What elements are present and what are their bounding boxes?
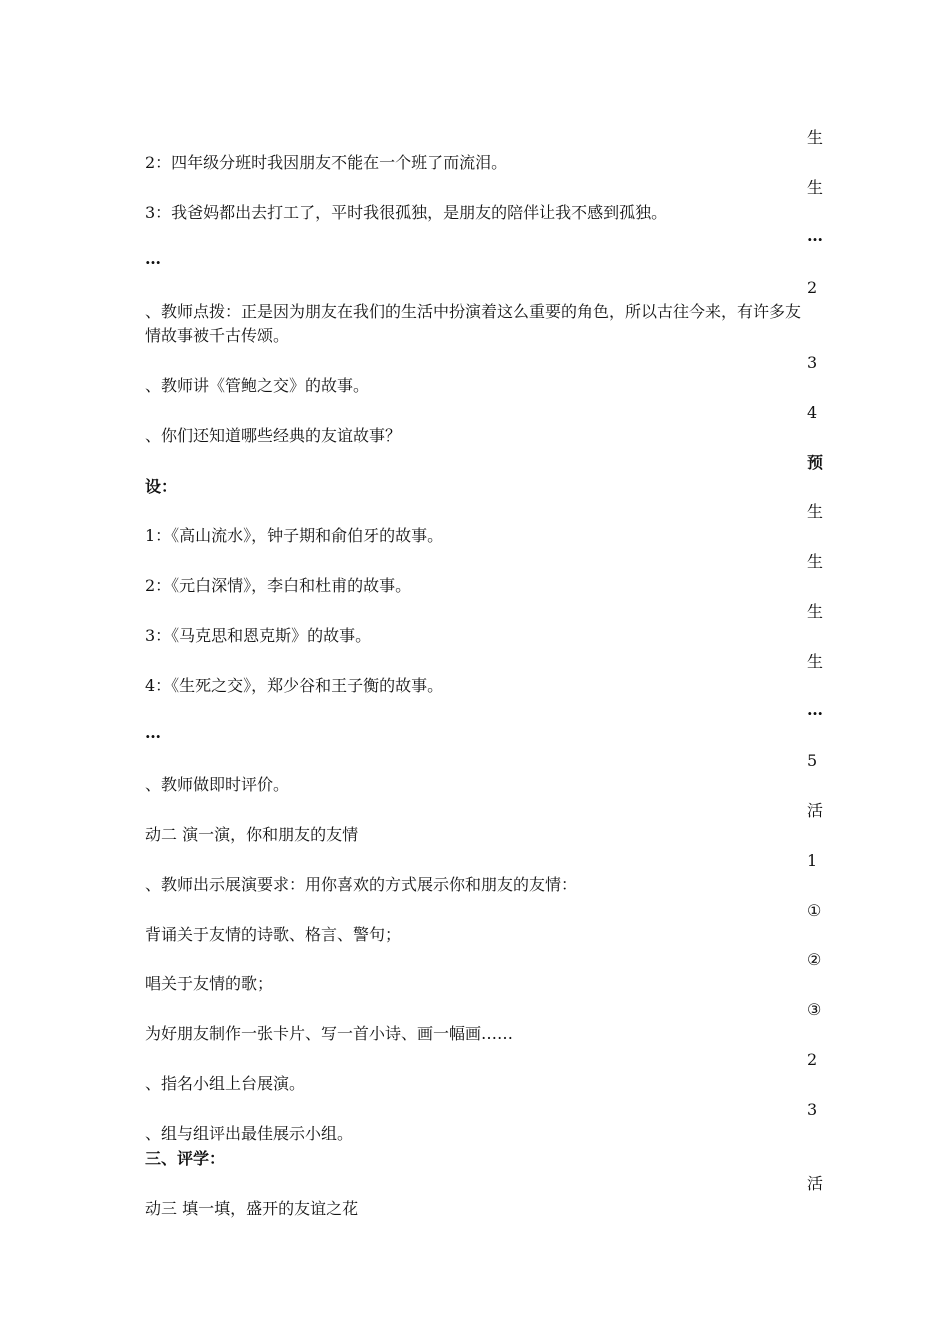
side-text: 5 [807, 751, 818, 770]
text-line: 、教师讲《管鲍之交》的故事。 [145, 376, 370, 395]
side-text: … [807, 700, 823, 719]
text-line: 2：《元白深情》，李白和杜甫的故事。 [145, 576, 412, 595]
side-text: ③ [807, 1000, 822, 1019]
text-line: 2：四年级分班时我因朋友不能在一个班了而流泪。 [145, 153, 508, 172]
text-line: 3：我爸妈都出去打工了，平时我很孤独，是朋友的陪伴让我不感到孤独。 [145, 203, 668, 222]
side-text: 生 [807, 552, 824, 571]
side-text: 生 [807, 502, 824, 521]
text-line: 唱关于友情的歌； [145, 974, 274, 993]
activity-heading: 动三 填一填，盛开的友谊之花 [145, 1199, 359, 1218]
side-text: 4 [807, 403, 818, 422]
side-text: 生 [807, 652, 824, 671]
side-text: … [807, 226, 823, 245]
side-text: ① [807, 901, 822, 920]
text-paragraph: 、教师点拨：正是因为朋友在我们的生活中扮演着这么重要的角色，所以古往今来，有许多友情故事被千古传颂。 [145, 302, 802, 345]
side-text: 3 [807, 353, 818, 372]
side-text: ② [807, 950, 822, 969]
side-text: 1 [807, 851, 818, 870]
text-line: 背诵关于友情的诗歌、格言、警句； [145, 925, 402, 944]
text-line: 4：《生死之交》，郑少谷和王子衡的故事。 [145, 676, 444, 695]
text-line: 、你们还知道哪些经典的友谊故事？ [145, 426, 402, 445]
side-text: 生 [807, 602, 824, 621]
ellipsis-line: … [145, 249, 161, 268]
text-line: 、组与组评出最佳展示小组。 [145, 1124, 354, 1143]
side-text: 生 [807, 178, 824, 197]
text-line: 、指名小组上台展演。 [145, 1074, 306, 1093]
section-heading: 三、评学： [145, 1149, 226, 1168]
side-text: 活 [807, 1174, 824, 1193]
side-text: 2 [807, 1050, 818, 1069]
side-text: 2 [807, 278, 818, 297]
text-line: 、教师做即时评价。 [145, 775, 290, 794]
text-line: 、教师出示展演要求：用你喜欢的方式展示你和朋友的友情： [145, 875, 578, 894]
text-line: 为好朋友制作一张卡片、写一首小诗、画一幅画…… [145, 1024, 514, 1043]
text-line: 3：《马克思和恩克斯》的故事。 [145, 626, 372, 645]
section-label: 设： [145, 477, 178, 496]
side-text: 预 [807, 453, 824, 472]
side-text: 生 [807, 128, 824, 147]
side-text: 活 [807, 801, 824, 820]
side-text: 3 [807, 1100, 818, 1119]
activity-heading: 动二 演一演，你和朋友的友情 [145, 825, 359, 844]
text-line: 1：《高山流水》，钟子期和俞伯牙的故事。 [145, 526, 444, 545]
ellipsis-line: … [145, 723, 161, 742]
